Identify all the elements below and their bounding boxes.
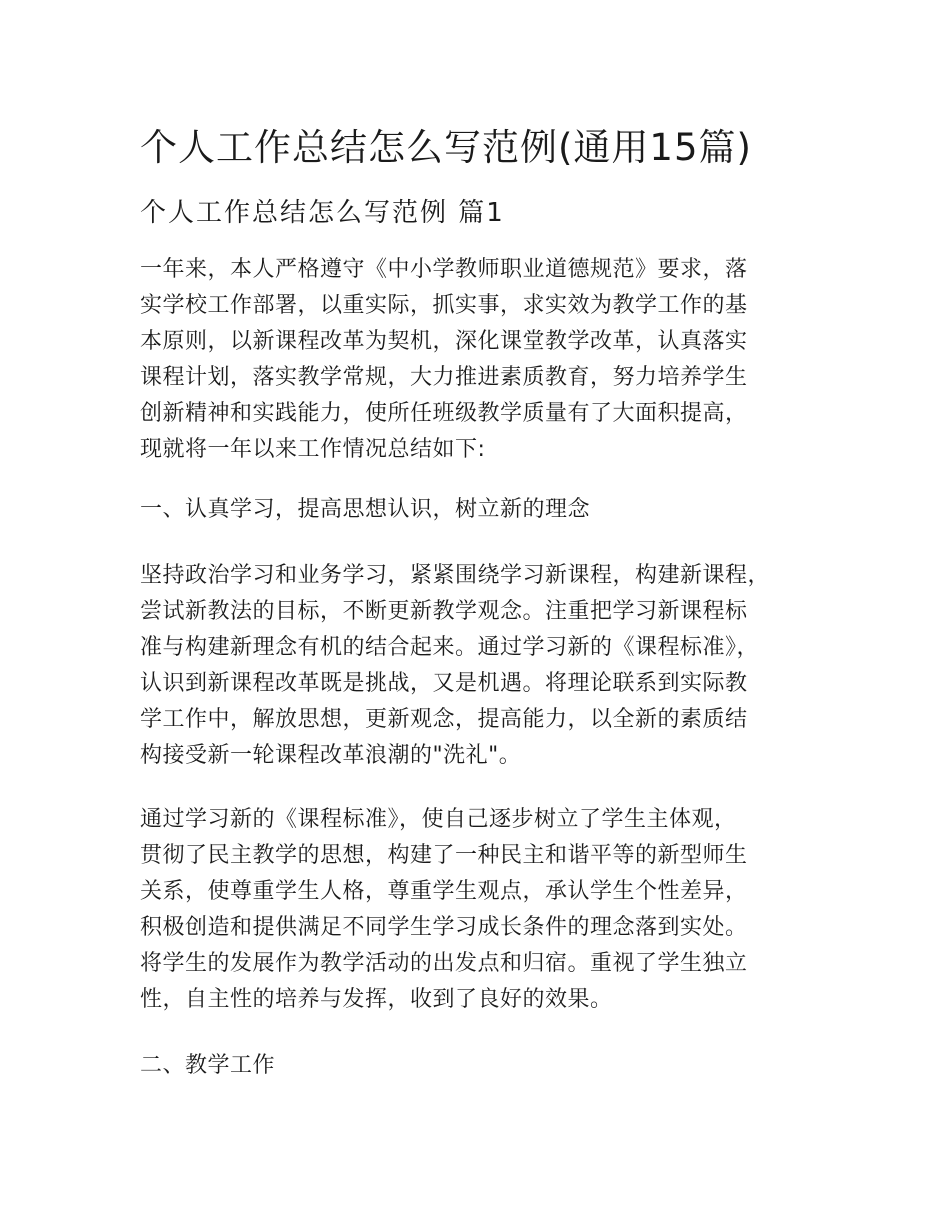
paragraph-line: 尝试新教法的目标，不断更新教学观念。注重把学习新课程标 [140,599,748,624]
paragraph-line: 积极创造和提供满足不同学生学习成长条件的理念落到实处。 [140,915,748,940]
paragraph-line: 将学生的发展作为教学活动的出发点和归宿。重视了学生独立 [140,951,748,976]
paragraph-line: 贯彻了民主教学的思想，构建了一种民主和谐平等的新型师生 [140,843,748,868]
section-heading: 个人工作总结怎么写范例 篇1 [140,198,505,228]
paragraph-2 [140,558,812,774]
paragraph-1 [140,252,812,468]
paragraph-line: 创新精神和实践能力，使所任班级教学质量有了大面积提高， [140,401,748,426]
paragraph-line: 现就将一年以来工作情况总结如下: [140,437,486,462]
paragraph-line: 坚持政治学习和业务学习，紧紧围绕学习新课程，构建新课程， [140,563,771,588]
paragraph-line: 学工作中，解放思想，更新观念，提高能力，以全新的素质结 [140,707,748,732]
paragraph-line: 准与构建新理念有机的结合起来。通过学习新的《课程标准》， [140,635,760,660]
paragraph-line: 课程计划，落实教学常规，大力推进素质教育，努力培养学生 [140,365,748,390]
document-body [140,118,812,1084]
paragraph-line: 关系，使尊重学生人格，尊重学生观点，承认学生个性差异， [140,879,748,904]
subheading-2: 二、教学工作 [140,1053,276,1078]
paragraph-line: 本原则，以新课程改革为契机，深化课堂教学改革，认真落实 [140,329,748,354]
paragraph-3 [140,802,812,1018]
subheading-1: 一、认真学习，提高思想认识，树立新的理念 [140,497,591,522]
paragraph-line: 构接受新一轮课程改革浪潮的"洗礼"。 [140,743,522,768]
paragraph-line: 性，自主性的培养与发挥，收到了良好的效果。 [140,987,613,1012]
paragraph-line: 实学校工作部署，以重实际，抓实事，求实效为教学工作的基 [140,293,748,318]
paragraph-line: 通过学习新的《课程标准》，使自己逐步树立了学生主体观， [140,807,737,832]
document-title: 个人工作总结怎么写范例(通用15篇) [140,126,752,169]
paragraph-line: 认识到新课程改革既是挑战，又是机遇。将理论联系到实际教 [140,671,748,696]
paragraph-line: 一年来，本人严格遵守《中小学教师职业道德规范》要求，落 [140,257,748,282]
